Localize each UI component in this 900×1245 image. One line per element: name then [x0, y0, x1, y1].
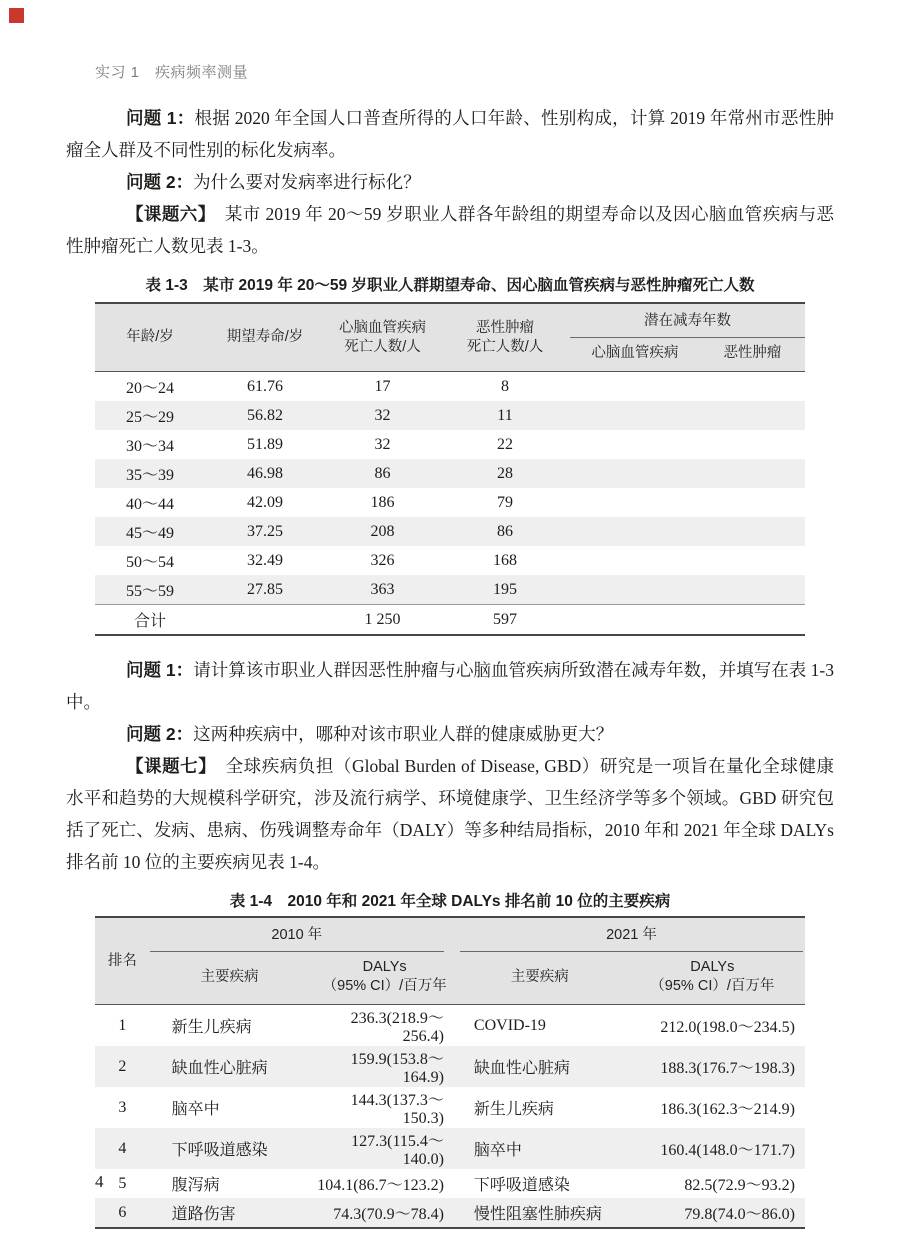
- cell-dalys-2010: 104.1(86.7～123.2): [317, 1177, 444, 1194]
- cell-cvd-deaths: 32: [374, 435, 391, 453]
- t13-col-cvd-deaths: [325, 303, 440, 372]
- cell-age-group: 合计: [95, 605, 205, 636]
- t13-subcol-pyll-cvd: 心脑血管疾病: [570, 338, 700, 372]
- cell-disease-2021: COVID-19: [473, 1016, 546, 1034]
- table14-header: [95, 917, 805, 1005]
- cell-pyll-cancer-blank: [700, 430, 805, 459]
- paragraph-question1b: [66, 654, 834, 718]
- running-head: 实习 1 疾病频率测量: [95, 64, 249, 81]
- cell-pyll-cancer-blank: [700, 517, 805, 546]
- cell-cvd-deaths: 363: [325, 575, 440, 605]
- cell-pyll-cvd-blank: [570, 517, 700, 546]
- t13-col-cancer-deaths: [440, 303, 570, 372]
- cell-life-expectancy: 37.25: [205, 517, 325, 546]
- cell-age-group: 35～39: [95, 459, 205, 488]
- cell-pyll-cancer-blank: [700, 459, 805, 488]
- cell-pyll-cancer-blank: [700, 575, 805, 605]
- topic7-label: 【课题七】: [126, 756, 208, 776]
- cell-disease-2021: 下呼吸道感染: [473, 1177, 570, 1194]
- table14-row: [95, 1128, 805, 1169]
- topic6-label: 【课题六】: [126, 204, 207, 224]
- cell-dalys-2021: 79.8(74.0～86.0): [620, 1198, 805, 1228]
- cell-cvd-deaths: 186: [370, 493, 395, 511]
- cell-pyll-cvd-blank: [570, 430, 700, 459]
- table13-row: [95, 517, 805, 546]
- cell-dalys-2010: 74.3(70.9～78.4): [309, 1198, 460, 1228]
- cell-dalys-2021: 212.0(198.0～234.5): [660, 1019, 795, 1036]
- table14-body: [95, 1005, 805, 1229]
- table13-row: [95, 372, 805, 402]
- table13-row: [95, 575, 805, 605]
- cell-dalys-2010: 236.3(218.9～256.4): [350, 1010, 444, 1045]
- cell-cancer-deaths: 168: [493, 551, 517, 569]
- page-number: 4: [95, 1172, 104, 1191]
- cell-rank: 5: [118, 1174, 127, 1192]
- cell-life-expectancy: 32.49: [247, 551, 284, 569]
- t14-dalys-2010-line1: DALYs: [362, 959, 407, 975]
- cell-cancer-deaths: 195: [440, 575, 570, 605]
- cell-dalys-2010: 127.3(115.4～140.0): [309, 1128, 460, 1169]
- t14-2010-label: 2010 年: [150, 918, 444, 952]
- cell-disease-2010: 缺血性心脏病: [150, 1046, 310, 1087]
- table13-row: [95, 401, 805, 430]
- t13-col-cvd-line2: 死亡人数/人: [344, 338, 421, 355]
- cell-rank: 6: [95, 1198, 150, 1228]
- cell-disease-2021: 新生儿疾病: [473, 1101, 554, 1118]
- t14-subcol-disease-2021: 主要疾病: [460, 952, 620, 1005]
- t14-2021-label: 2021 年: [460, 918, 803, 952]
- question2-label: 问题 2：: [126, 172, 194, 192]
- table13-body: [95, 372, 805, 636]
- cell-cvd-deaths: 32: [325, 401, 440, 430]
- t14-subcol-disease-2010: 主要疾病: [150, 952, 310, 1005]
- topic6-text: 某市 2019 年 20～59 岁职业人群各年龄组的期望寿命以及因心脑血管疾病与恶性肿瘤死亡人数见表 1-3。: [66, 204, 835, 256]
- t14-subcol-dalys-2021: [620, 952, 805, 1005]
- question1b-label: 问题 1：: [126, 660, 194, 680]
- cell-life-expectancy: 42.09: [247, 493, 284, 511]
- table14-row: [95, 1169, 805, 1198]
- cell-cvd-deaths: 1 250: [325, 605, 440, 636]
- t14-dalys-2021-line1: DALYs: [690, 959, 735, 975]
- cell-dalys-2021: 160.4(148.0～171.7): [620, 1128, 805, 1169]
- paragraph-topic7: [66, 750, 834, 878]
- cell-cancer-deaths: 22: [497, 435, 513, 453]
- cell-disease-2021: 缺血性心脏病: [460, 1046, 620, 1087]
- table13-caption: 表 1-3 某市 2019 年 20～59 岁职业人群期望寿命、因心脑血管疾病与恶性肿瘤死亡人数: [145, 277, 755, 294]
- question2-text: 为什么要对发病率进行标化？: [193, 172, 421, 192]
- cell-disease-2010: 新生儿疾病: [171, 1019, 252, 1036]
- cell-pyll-cvd-blank: [570, 605, 700, 636]
- t14-group-2021: [460, 917, 805, 952]
- t13-col-life-expectancy: 期望寿命/岁: [205, 303, 325, 372]
- t14-dalys-2010-line2: （95% CI）/百万年: [322, 978, 447, 994]
- cell-disease-2021: 慢性阻塞性肺疾病: [460, 1198, 620, 1228]
- cell-rank: 4: [95, 1128, 150, 1169]
- cell-age-group: 55～59: [95, 575, 205, 605]
- cell-age-group: 40～44: [126, 496, 175, 513]
- cell-pyll-cvd-blank: [570, 401, 700, 430]
- t13-col-cancer-line1: 恶性肿瘤: [476, 319, 534, 336]
- cell-pyll-cancer-blank: [700, 401, 805, 430]
- cell-life-expectancy: 51.89: [247, 435, 284, 453]
- topic7-text: 全球疾病负担（Global Burden of Disease, GBD）研究是一项旨在量化全球健康水平和趋势的大规模科学研究，涉及流行病学、环境健康学、卫生经济学等多个领域。GBD 研究包括了死亡、发病、患病、伤残调整寿命年（DALY）等多种结局指标，2010 年和 2021 年全球 DALYs 排名前 10 位的主要疾病见表 1-4。: [66, 756, 835, 872]
- cell-dalys-2021: 186.3(162.3～214.9): [660, 1101, 795, 1118]
- cell-cvd-deaths: 208: [325, 517, 440, 546]
- cell-cancer-deaths: 28: [440, 459, 570, 488]
- cell-pyll-cancer-blank: [700, 546, 805, 575]
- cell-cvd-deaths: 326: [370, 551, 395, 569]
- table14-row: [95, 1198, 805, 1228]
- cell-age-group: 25～29: [95, 401, 205, 430]
- cell-cancer-deaths: 11: [440, 401, 570, 430]
- cell-pyll-cvd-blank: [570, 372, 700, 402]
- cell-pyll-cvd-blank: [570, 575, 700, 605]
- cell-age-group: 50～54: [126, 554, 175, 571]
- question2b-label: 问题 2：: [126, 724, 194, 744]
- table13-row: [95, 430, 805, 459]
- t14-dalys-2021-line2: （95% CI）/百万年: [650, 978, 775, 994]
- paragraph-question2b: [66, 718, 834, 750]
- cell-cvd-deaths: 17: [374, 377, 391, 395]
- cell-dalys-2021: 188.3(176.7～198.3): [620, 1046, 805, 1087]
- cell-pyll-cvd-blank: [570, 546, 700, 575]
- question1-text: 根据 2020 年全国人口普查所得的人口年龄、性别构成，计算 2019 年常州市恶性肿瘤全人群及不同性别的标化发病率。: [66, 108, 834, 160]
- red-square-mark: [9, 8, 24, 23]
- t13-col-age: 年龄/岁: [95, 303, 205, 372]
- cell-disease-2010: 下呼吸道感染: [150, 1128, 310, 1169]
- table14-caption: 表 1-4 2010 年和 2021 年全球 DALYs 排名前 10 位的主要疾病: [229, 893, 671, 910]
- cell-dalys-2010: 144.3(137.3～150.3): [350, 1092, 444, 1127]
- cell-rank: 1: [118, 1016, 127, 1034]
- cell-life-expectancy: 56.82: [205, 401, 325, 430]
- paragraph-topic6: [66, 198, 834, 262]
- cell-life-expectancy: 46.98: [205, 459, 325, 488]
- cell-pyll-cvd-blank: [570, 459, 700, 488]
- cell-life-expectancy: [205, 605, 325, 636]
- cell-age-group: 45～49: [95, 517, 205, 546]
- document-body: [66, 102, 834, 1229]
- table14-row: [95, 1087, 805, 1128]
- cell-disease-2021: 脑卒中: [460, 1128, 620, 1169]
- cell-pyll-cancer-blank: [700, 488, 805, 517]
- cell-cancer-deaths: 8: [501, 377, 509, 395]
- t14-subcol-dalys-2010: [309, 952, 460, 1005]
- cell-dalys-2021: 82.5(72.9～93.2): [684, 1177, 795, 1194]
- cell-disease-2010: 腹泻病: [171, 1177, 220, 1194]
- t13-col-pyll-group: [570, 303, 805, 338]
- cell-dalys-2010: 159.9(153.8～164.9): [309, 1046, 460, 1087]
- table13-row: [95, 459, 805, 488]
- table13-row: [95, 488, 805, 517]
- cell-pyll-cancer-blank: [700, 372, 805, 402]
- cell-cancer-deaths: 86: [440, 517, 570, 546]
- paragraph-question1: [66, 102, 834, 166]
- cell-cancer-deaths: 79: [497, 493, 513, 511]
- table14-row: [95, 1005, 805, 1047]
- table-1-4: [95, 916, 805, 1229]
- cell-age-group: 30～34: [126, 438, 175, 455]
- cell-life-expectancy: 27.85: [205, 575, 325, 605]
- cell-disease-2010: 道路伤害: [150, 1198, 310, 1228]
- paragraph-question2: [66, 166, 834, 198]
- cell-cvd-deaths: 86: [325, 459, 440, 488]
- t13-pyll-label: 潜在减寿年数: [570, 304, 805, 338]
- t13-subcol-pyll-cancer: 恶性肿瘤: [700, 338, 805, 372]
- table13-row: [95, 546, 805, 575]
- cell-rank: 2: [95, 1046, 150, 1087]
- cell-age-group: 20～24: [126, 380, 175, 397]
- cell-rank: 3: [118, 1098, 127, 1116]
- question1-label: 问题 1：: [126, 108, 195, 128]
- question2b-text: 这两种疾病中，哪种对该市职业人群的健康威胁更大？: [193, 724, 614, 744]
- t14-group-2010: [150, 917, 460, 952]
- table13-row: [95, 605, 805, 636]
- t13-col-cvd-line1: 心脑血管疾病: [339, 319, 427, 336]
- question1b-text: 请计算该市职业人群因恶性肿瘤与心脑血管疾病所致潜在减寿年数，并填写在表 1-3 中。: [66, 660, 834, 712]
- cell-disease-2010: 脑卒中: [171, 1101, 220, 1118]
- cell-pyll-cvd-blank: [570, 488, 700, 517]
- cell-life-expectancy: 61.76: [247, 377, 284, 395]
- t14-col-rank: 排名: [95, 917, 150, 1005]
- t13-col-cancer-line2: 死亡人数/人: [466, 338, 544, 355]
- table13-header: [95, 303, 805, 372]
- table14-row: [95, 1046, 805, 1087]
- table-1-3: [95, 302, 805, 636]
- cell-cancer-deaths: 597: [440, 605, 570, 636]
- cell-pyll-cancer-blank: [700, 605, 805, 636]
